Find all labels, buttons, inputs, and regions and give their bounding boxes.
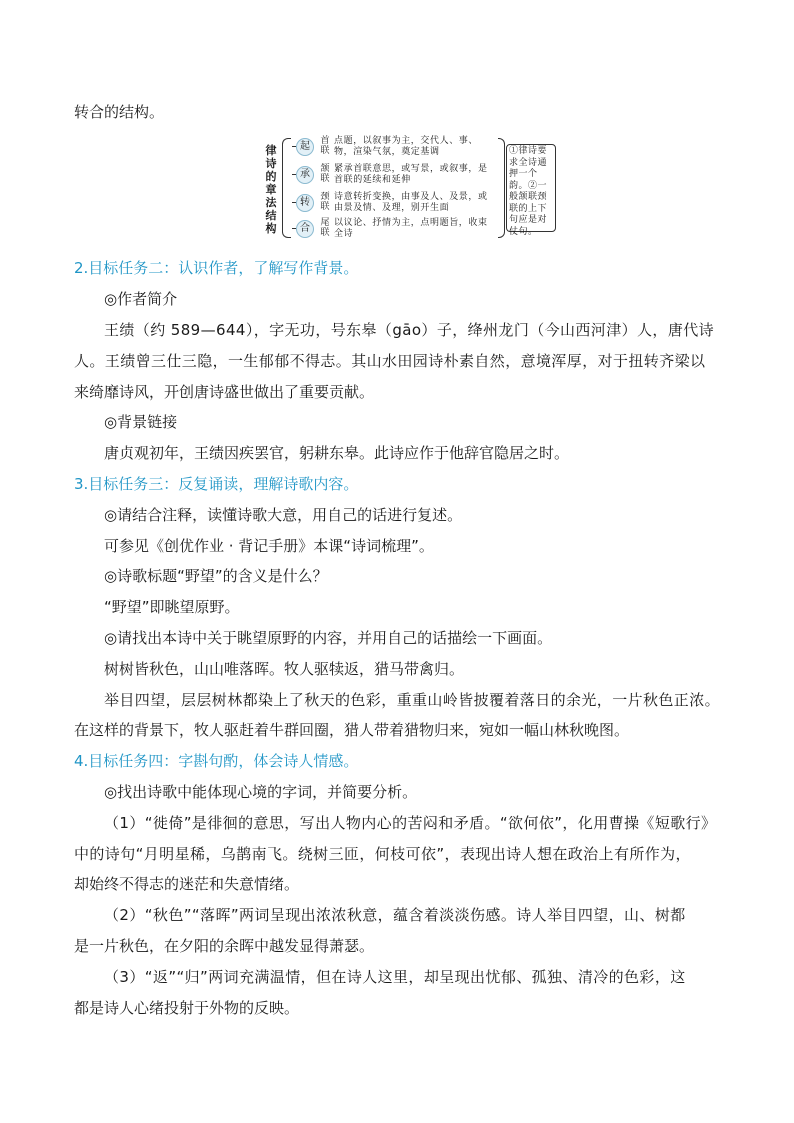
question: ◎诗歌标题“野望”的含义是什么？ bbox=[104, 567, 328, 585]
paragraph-line: 转合的结构。 bbox=[74, 103, 165, 121]
paragraph-line: “野望”即眺望原野。 bbox=[104, 598, 240, 616]
paragraph-line: （3）“返”“归”两词充满温情，但在诗人这里，却呈现出忧郁、孤独、清冷的色彩，这 bbox=[104, 968, 686, 986]
paragraph-line: 举目四望，层层树林都染上了秋天的色彩，重重山岭皆披覆着落日的余光，一片秋色正浓。 bbox=[104, 691, 721, 709]
paragraph-line: 却始终不得志的迷茫和失意情绪。 bbox=[74, 875, 300, 893]
structure-diagram bbox=[262, 134, 562, 242]
section-heading: 3.目标任务三：反复诵读，理解诗歌内容。 bbox=[74, 475, 359, 493]
diagram-title: 律诗的章法结构 bbox=[265, 144, 277, 235]
paragraph-line: 中的诗句“月明星稀，乌鹊南飞。绕树三匝，何枝可依”，表现出诗人想在政治上有所作为， bbox=[74, 845, 691, 863]
stage-desc: 诗意转折变换，由事及人、及景，或由景及情、及理，别开生面 bbox=[334, 192, 488, 213]
section-heading: 4.目标任务四：字斟句酌，体会诗人情感。 bbox=[74, 752, 359, 770]
paragraph-line: 是一片秋色，在夕阳的余晖中越发显得萧瑟。 bbox=[74, 937, 375, 955]
paragraph-line: 在这样的背景下，牧人驱赶着牛群回圈，猎人带着猎物归来，宛如一幅山林秋晚图。 bbox=[74, 721, 630, 739]
paragraph-line: 树树皆秋色，山山唯落晖。牧人驱犊返，猎马带禽归。 bbox=[104, 660, 465, 678]
stage-label: 颈联 bbox=[320, 192, 330, 212]
paragraph-line: （2）“秋色”“落晖”两词呈现出浓浓秋意，蕴含着淡淡伤感。诗人举目四望，山、树都 bbox=[104, 906, 686, 924]
stage-desc: 紧承首联意思，或写景，或叙事，是首联的延续和延伸 bbox=[334, 164, 488, 185]
stage-tag: 起 bbox=[296, 138, 314, 156]
left-brace bbox=[282, 138, 291, 238]
question: ◎请结合注释，读懂诗歌大意，用自己的话进行复述。 bbox=[104, 506, 463, 524]
question: ◎请找出本诗中关于眺望原野的内容，并用自己的话描绘一下画面。 bbox=[104, 629, 553, 647]
stage-desc: 以议论、抒情为主，点明题旨，收束全诗 bbox=[334, 218, 488, 239]
stage-label: 尾联 bbox=[320, 218, 330, 238]
paragraph-line: 唐贞观初年，王绩因疾罢官，躬耕东皋。此诗应作于他辞官隐居之时。 bbox=[104, 444, 570, 462]
stage-tag: 转 bbox=[296, 194, 314, 212]
stage-label: 首联 bbox=[320, 136, 330, 156]
paragraph-line: 都是诗人心绪投射于外物的反映。 bbox=[74, 999, 300, 1017]
note-box: ①律诗要求全诗通押一个韵。②一般颔联颈联的上下句应是对仗句。 bbox=[506, 144, 556, 232]
paragraph-line: 王绩（约 589—644），字无功，号东皋（gāo）子，绛州龙门（今山西河津）人，唐代诗 bbox=[104, 321, 715, 339]
paragraph-line: 人。王绩曾三仕三隐，一生郁郁不得志。其山水田园诗朴素自然，意境浑厚，对于扭转齐梁以 bbox=[74, 352, 706, 370]
paragraph-line: 来绮靡诗风，开创唐诗盛世做出了重要贡献。 bbox=[74, 383, 375, 401]
stage-desc: 点题，以叙事为主，交代人、事、物，渲染气氛，奠定基调 bbox=[334, 136, 479, 157]
section-heading: 2.目标任务二：认识作者，了解写作背景。 bbox=[74, 259, 359, 277]
paragraph-line: （1）“徙倚”是徘徊的意思，写出人物内心的苦闷和矛盾。“欲何依”，化用曹操《短歌行》 bbox=[104, 814, 717, 832]
subheading: ◎作者简介 bbox=[104, 290, 178, 308]
paragraph-line: 可参见《创优作业 · 背记手册》本课“诗词梳理”。 bbox=[104, 537, 434, 555]
stage-label: 颔联 bbox=[320, 164, 330, 184]
right-brace bbox=[498, 138, 505, 238]
subheading: ◎背景链接 bbox=[104, 413, 178, 431]
question: ◎找出诗歌中能体现心境的字词，并简要分析。 bbox=[104, 783, 418, 801]
stage-tag: 承 bbox=[296, 166, 314, 184]
stage-tag: 合 bbox=[296, 220, 314, 238]
